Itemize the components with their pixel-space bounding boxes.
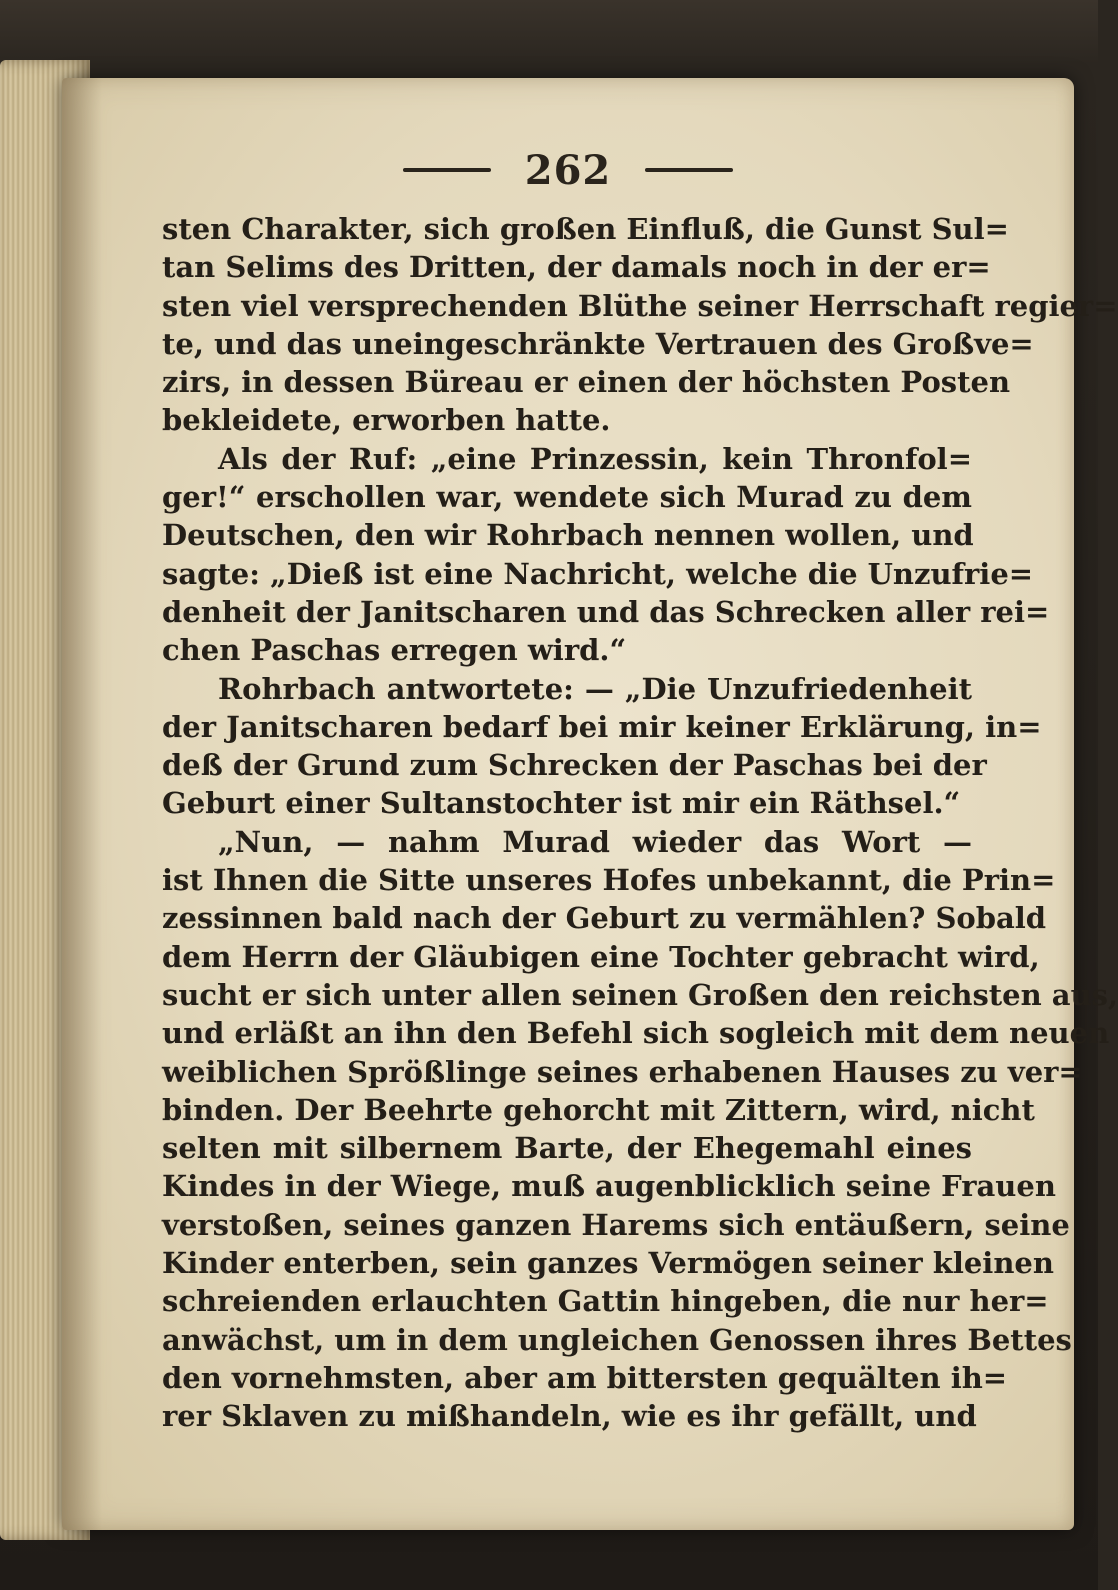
text-line: denheit der Janitscharen und das Schrecken aller rei= [162, 594, 1050, 629]
text-line: bekleidete, erworben hatte. [162, 403, 611, 438]
text-line: sten viel versprechenden Blüthe seiner Herrschaft regier= [162, 288, 1118, 323]
body-text [162, 210, 1118, 1436]
text-line: selten mit silbernem Barte, der Ehegemahl eines [162, 1131, 972, 1166]
text-line: Geburt einer Sultanstochter ist mir ein Räthsel.“ [162, 786, 961, 821]
header-rule-left [403, 168, 491, 172]
book-page [62, 78, 1118, 1530]
text-line: dem Herrn der Gläubigen eine Tochter gebracht wird, [162, 939, 1040, 974]
text-line: zirs, in dessen Büreau er einen der höchsten Posten [162, 365, 1011, 400]
binding-shadow [62, 78, 102, 1530]
text-line: sucht er sich unter allen seinen Großen den reichsten aus, [162, 977, 1118, 1012]
text-line: ist Ihnen die Sitte unseres Hofes unbekannt, die Prin= [162, 863, 1056, 898]
page-number: 262 [524, 146, 612, 194]
text-line: deß der Grund zum Schrecken der Paschas bei der [162, 748, 987, 783]
text-line: sagte: „Dieß ist eine Nachricht, welche die Unzufrie= [162, 556, 1034, 591]
text-line: Als der Ruf: „eine Prinzessin, kein Thronfol= [218, 441, 972, 476]
text-line: anwächst, um in dem ungleichen Genossen ihres Bettes [162, 1322, 1072, 1357]
text-line: den vornehmsten, aber am bittersten gequälten ih= [162, 1360, 1008, 1395]
text-line: Kinder enterben, sein ganzes Vermögen seiner kleinen [162, 1246, 1054, 1281]
text-line: binden. Der Beehrte gehorcht mit Zittern, wird, nicht [162, 1092, 1035, 1127]
text-line: sten Charakter, sich großen Einfluß, die Gunst Sul= [162, 212, 1009, 246]
text-line: Kindes in der Wiege, muß augenblicklich seine Frauen [162, 1169, 1056, 1204]
text-line: und erläßt an ihn den Befehl sich sogleich mit dem neuen [162, 1016, 1110, 1051]
text-line: te, und das uneingeschränkte Vertrauen des Großve= [162, 326, 1034, 361]
text-line: chen Paschas erregen wird.“ [162, 633, 627, 668]
page-header [62, 140, 1074, 200]
text-line: weiblichen Sprößlinge seines erhabenen Hauses zu ver= [162, 1054, 1083, 1089]
text-line: tan Selims des Dritten, der damals noch in der er= [162, 250, 991, 285]
text-line: rer Sklaven zu mißhandeln, wie es ihr gefällt, und [162, 1399, 977, 1434]
text-line: Deutschen, den wir Rohrbach nennen wollen, und [162, 518, 974, 553]
text-line: schreienden erlauchten Gattin hingeben, die nur her= [162, 1284, 1049, 1319]
text-line: „Nun, — nahm Murad wieder das Wort — [218, 824, 972, 859]
text-line: ger!“ erschollen war, wendete sich Murad zu dem [162, 480, 972, 515]
text-line: verstoßen, seines ganzen Harems sich entäußern, seine [162, 1207, 1070, 1242]
text-line: der Janitscharen bedarf bei mir keiner Erklärung, in= [162, 709, 1042, 744]
text-line: zessinnen bald nach der Geburt zu vermählen? Sobald [162, 901, 1047, 936]
header-rule-right [645, 168, 733, 172]
text-line: Rohrbach antwortete: — „Die Unzufriedenheit [218, 671, 972, 706]
